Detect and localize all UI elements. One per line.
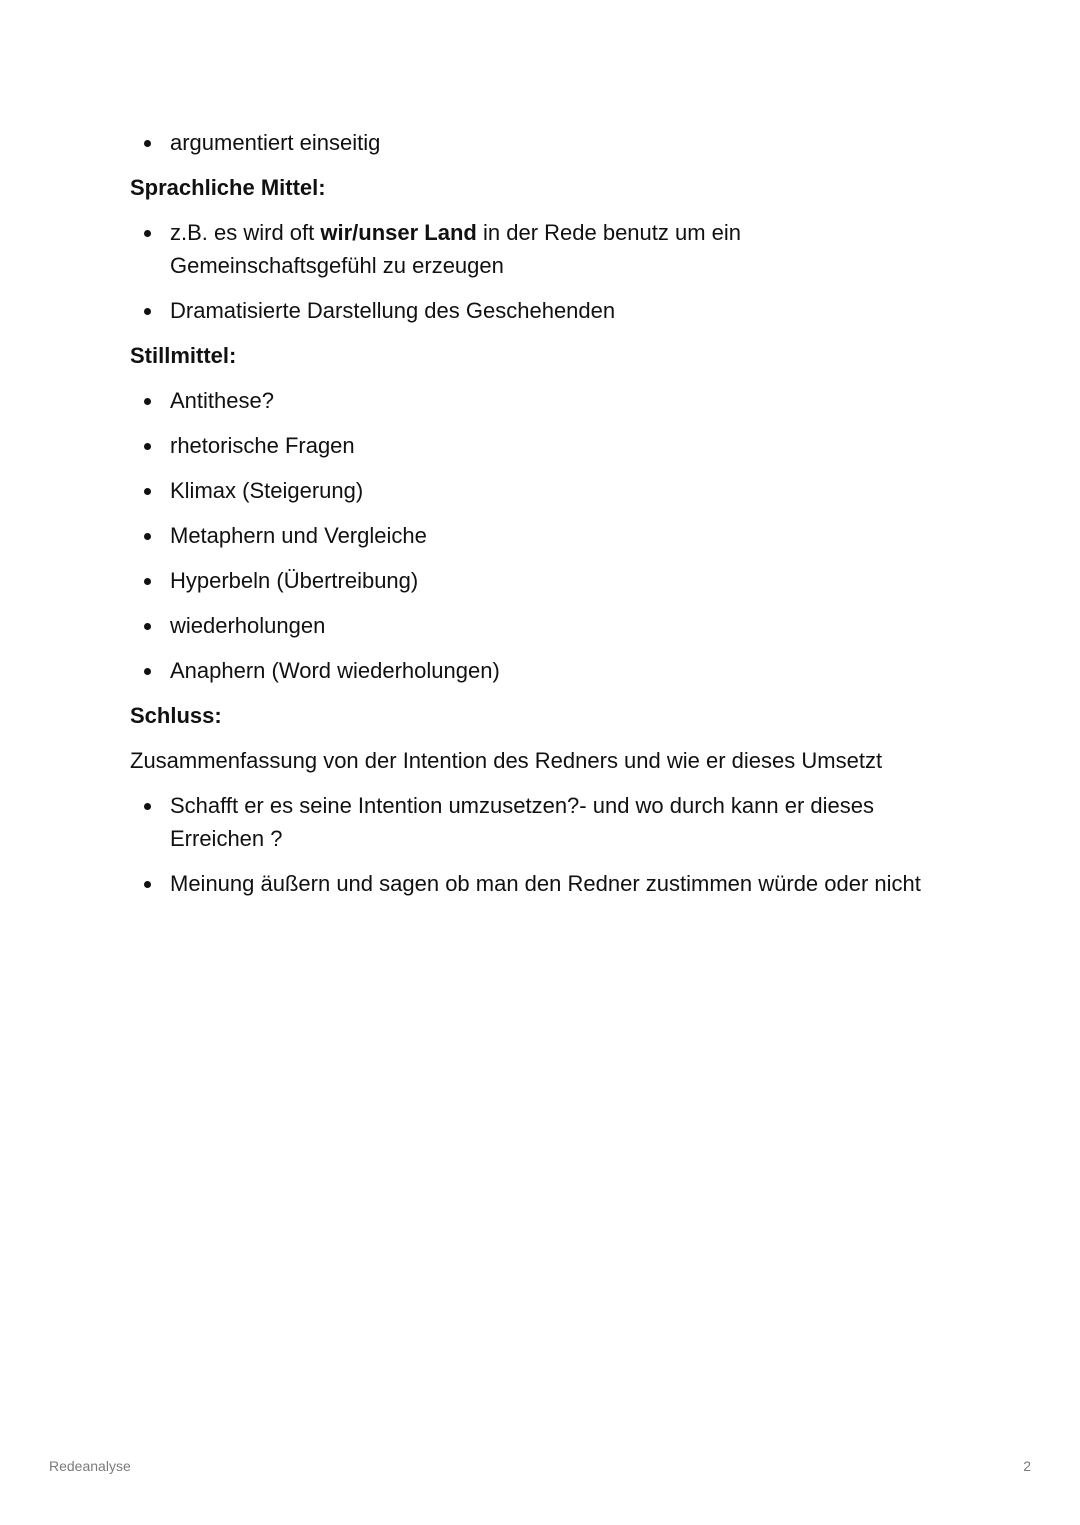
top-list	[130, 126, 930, 159]
list-item: argumentiert einseitig	[130, 126, 930, 159]
schluss-paragraph: Zusammenfassung von der Intention des Redners und wie er dieses Umsetzt	[130, 748, 883, 773]
list-item: Dramatisierte Darstellung des Geschehenden	[130, 294, 930, 327]
section-heading-sprachliche-mittel: Sprachliche Mittel:	[130, 175, 326, 200]
section-heading-schluss: Schluss:	[130, 703, 222, 728]
list-item: rhetorische Fragen	[130, 429, 930, 462]
list-item: Schafft er es seine Intention umzusetzen?- und wo durch kann er dieses Erreichen ?	[130, 789, 930, 855]
footer-document-title: Redeanalyse	[49, 1458, 131, 1474]
list-item-text: z.B. es wird oft	[170, 220, 321, 245]
sprachliche-mittel-list	[130, 216, 930, 327]
section-heading-stillmittel: Stillmittel:	[130, 343, 237, 368]
document-body	[130, 126, 930, 912]
stillmittel-list	[130, 384, 930, 687]
list-item-bold-text: wir/unser Land	[320, 220, 477, 245]
list-item: wiederholungen	[130, 609, 930, 642]
list-item: Meinung äußern und sagen ob man den Redner zustimmen würde oder nicht	[130, 867, 930, 900]
list-item: Klimax (Steigerung)	[130, 474, 930, 507]
schluss-list	[130, 789, 930, 900]
list-item: Anaphern (Word wiederholungen)	[130, 654, 930, 687]
list-item: Antithese?	[130, 384, 930, 417]
footer-page-number: 2	[1023, 1458, 1031, 1474]
list-item-text: in der Rede benutz um ein Gemeinschaftsgefühl zu erzeugen	[170, 220, 742, 278]
list-item: Metaphern und Vergleiche	[130, 519, 930, 552]
list-item	[130, 216, 930, 282]
list-item: Hyperbeln (Übertreibung)	[130, 564, 930, 597]
